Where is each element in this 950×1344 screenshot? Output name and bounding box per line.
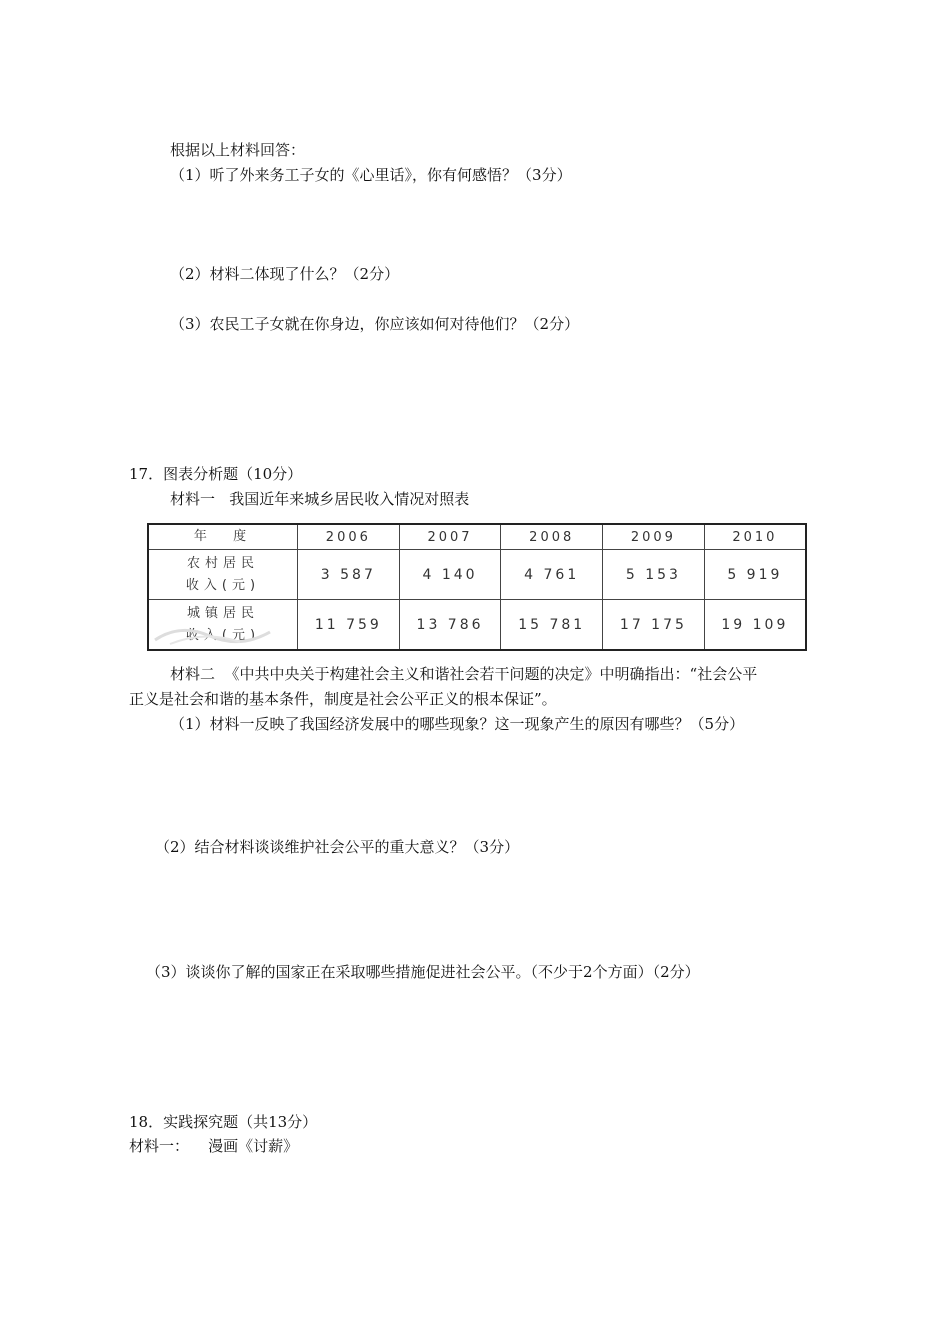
table-cell: 19 109 — [704, 600, 806, 651]
q17-material2-line2: 正义是社会和谐的基本条件，制度是社会公平正义的根本保证”。 — [129, 690, 557, 708]
q18-material1-caption: 材料一： 漫画《讨薪》 — [129, 1137, 299, 1155]
table-cell: 15 781 — [501, 600, 603, 651]
q16-question-1: （1）听了外来务工子女的《心里话》，你有何感悟？（3分） — [170, 166, 572, 184]
table-cell: 11 759 — [298, 600, 400, 651]
row-label-rural — [148, 550, 298, 600]
table-row-rural — [148, 550, 806, 600]
q16-question-3: （3）农民工子女就在你身边，你应该如何对待他们？（2分） — [170, 315, 580, 333]
row-label-line: 收入(元) — [185, 627, 261, 643]
table-cell: 3 587 — [298, 550, 400, 600]
row-label-line: 农村居民 — [186, 555, 259, 571]
table-cell: 17 175 — [603, 600, 705, 651]
table-cell: 13 786 — [399, 600, 501, 651]
row-label-line: 城镇居民 — [186, 605, 259, 621]
q17-question-2: （2）结合材料谈谈维护社会公平的重大意义？（3分） — [155, 838, 520, 856]
table-row-urban — [148, 600, 806, 651]
q16-intro: 根据以上材料回答： — [170, 141, 306, 159]
q17-material1-caption: 材料一 我国近年来城乡居民收入情况对照表 — [170, 490, 470, 508]
table-cell: 5 919 — [704, 550, 806, 600]
row-label-urban — [148, 600, 298, 651]
q17-question-1: （1）材料一反映了我国经济发展中的哪些现象？这一现象产生的原因有哪些？（5分） — [170, 715, 745, 733]
header-year: 2007 — [399, 524, 501, 550]
q17-title: 17．图表分析题（10分） — [129, 465, 303, 483]
q16-question-2: （2）材料二体现了什么？（2分） — [170, 265, 400, 283]
table-cell: 4 761 — [501, 550, 603, 600]
income-comparison-table — [147, 523, 807, 651]
header-year: 2010 — [704, 524, 806, 550]
row-label-line: 收入(元) — [185, 577, 261, 593]
header-year: 2006 — [298, 524, 400, 550]
q17-question-3: （3）谈谈你了解的国家正在采取哪些措施促进社会公平。（不少于2个方面）（2分） — [146, 963, 700, 981]
table-cell: 5 153 — [603, 550, 705, 600]
header-year: 2009 — [603, 524, 705, 550]
header-year-label: 年 度 — [148, 524, 298, 550]
table-header-row — [148, 524, 806, 550]
q17-material2-line1: 材料二 《中共中央关于构建社会主义和谐社会若干问题的决定》中明确指出：“社会公平 — [170, 665, 758, 683]
table-cell: 4 140 — [399, 550, 501, 600]
q18-title: 18．实践探究题（共13分） — [129, 1113, 318, 1131]
header-year: 2008 — [501, 524, 603, 550]
